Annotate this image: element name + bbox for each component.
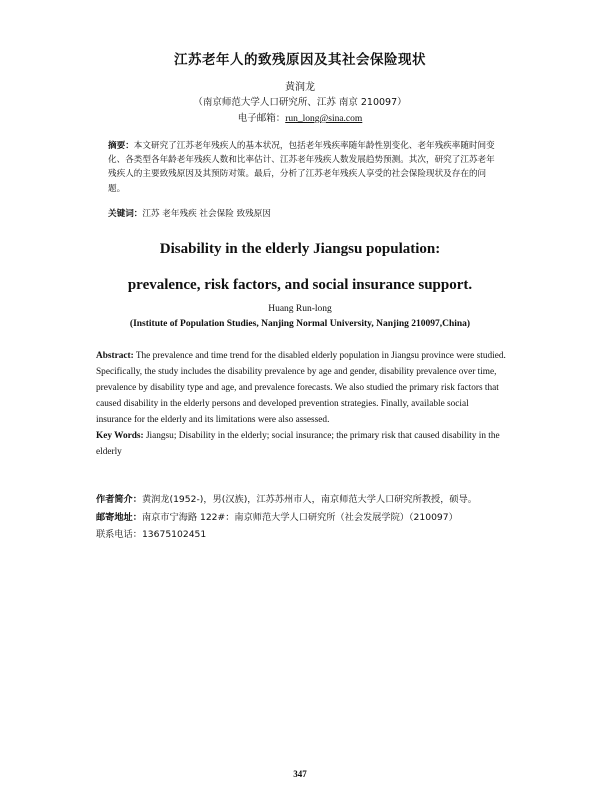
english-title-line1: Disability in the elderly Jiangsu population: xyxy=(159,241,441,257)
author-phone-line xyxy=(96,526,516,544)
english-title-line2: prevalence, risk factors, and social insurance support. xyxy=(127,277,473,293)
chinese-email-line xyxy=(0,110,600,124)
english-affiliation: (Institute of Population Studies, Nanjing Normal University, Nanjing 210097,China) xyxy=(129,319,471,329)
english-author: Huang Run-long xyxy=(268,304,332,314)
english-abstract xyxy=(96,348,506,428)
page-number: 347 xyxy=(293,769,307,779)
address-text: 南京市宁海路 122#：南京师范大学人口研究所（社会发展学院）（210097） xyxy=(141,511,458,523)
chinese-abstract xyxy=(108,139,502,196)
chinese-abstract-text: 本文研究了江苏老年残疾人的基本状况，包括老年残疾率随年龄性别变化、老年残疾率随时间变化、各类型各年龄老年残疾人数和比率估计、江苏老年残疾人数发展趋势预测。其次，研究了江苏老年残疾人的主要致残原因及其预防对策。最后，分析了江苏老年残疾人享受的社会保险现状及存在的问题。 xyxy=(108,141,495,194)
bio-text: 黄润龙(1952-)，男(汉族)，江苏苏州市人，南京师范大学人口研究所教授，硕导。 xyxy=(141,494,477,505)
chinese-title: 江苏老年人的致残原因及其社会保险现状 xyxy=(174,52,426,68)
phone-text: 13675102451 xyxy=(141,529,207,540)
author-info xyxy=(96,491,516,544)
author-bio-line xyxy=(96,491,516,509)
chinese-keywords xyxy=(108,207,502,219)
author-address-line xyxy=(96,509,516,527)
chinese-keywords-label: 关键词： xyxy=(108,209,143,219)
chinese-keywords-text: 江苏 老年残疾 社会保险 致残原因 xyxy=(142,209,271,219)
chinese-abstract-label: 摘要： xyxy=(108,141,134,151)
chinese-author: 黄润龙 xyxy=(285,82,315,93)
email-link[interactable]: run_long@sina.com xyxy=(285,114,363,124)
english-keywords xyxy=(96,428,506,460)
chinese-affiliation: （南京师范大学人口研究所、江苏 南京 210097） xyxy=(193,97,407,108)
email-label: 电子邮箱： xyxy=(237,113,286,124)
address-label: 邮寄地址： xyxy=(96,511,142,523)
english-abstract-label: Abstract: xyxy=(96,351,134,361)
english-keywords-label: Key Words: xyxy=(96,431,144,441)
english-abstract-text: The prevalence and time trend for the disabled elderly population in Jiangsu province were studied. Specifically, the study includes the disability prevalence by age and gender, disability prevalence over time, prevalence by disability type and age, and prevalence forecasts. We also studied the primary risk factors that caused disability in the elderly persons and developed prevention strategies. Finally, available social insurance for the elderly and its limitations were also assessed. xyxy=(96,351,506,426)
bio-label: 作者简介： xyxy=(96,494,142,505)
phone-label: 联系电话： xyxy=(96,529,142,540)
english-keywords-text: Jiangsu; Disability in the elderly; social insurance; the primary risk that caused disability in the elderly xyxy=(96,431,500,458)
